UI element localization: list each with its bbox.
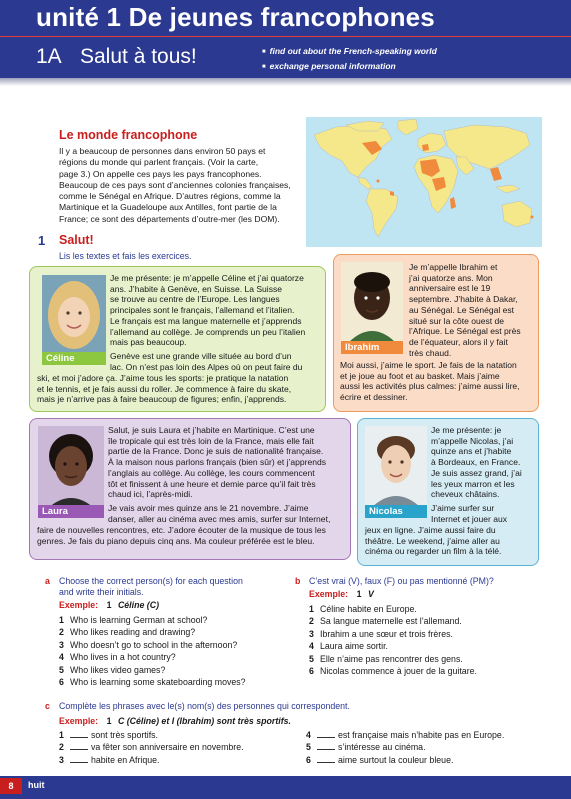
unit-header [0,0,571,78]
list-item: 2 Sa langue maternelle est l’allemand. [309,616,462,627]
intro-line: page 3.) On appelle ces pays les pays francophones. [59,168,262,179]
objective-item: ■ exchange personal information [262,59,437,74]
intro-heading: Le monde francophone [59,128,198,142]
laura-text-1: Salut, je suis Laura et j’habite en Martinique. C’est une île tropicale qui est très loin de la France, mais elle fait partie de la France. Donc je suis de nationalité française. À la maison nous parlons français (bien sûr) et j’apprends l’anglais au collège. Au collège, les cours commencent tôt et finissent à une heure et demie parce qu’il fait très chaud ici, l’après-midi. [108,425,327,500]
exercise-title: Salut! [59,233,94,247]
header-shadow [0,78,571,86]
photo-nicolas [365,426,427,506]
francophone-world-map [306,117,542,247]
intro-line: Beaucoup de ces pays sont d’anciennes colonies françaises, [59,179,291,190]
celine-text-2a: Genève est une grande ville située au bord d’un lac. On n’est pas loin des Alpes où on peut faire du [110,351,303,372]
intro-line: comme le Sénégal en Afrique. D’autres régions, comme la [59,191,281,202]
list-item: 1 Céline habite en Europe. [309,604,417,614]
exercise-c-example: Exemple: 1 C (Céline) et I (Ibrahim) sont très sportifs. [59,716,291,726]
unit-title: unité 1 De jeunes francophones [36,2,435,32]
celine-text-1: Je me présente: je m’appelle Céline et j’ai quatorze ans. J’habite à Genève, en Suisse. La Suisse se trouve au centre de l’Europe. Les langues principales sont le français, l’allemand et l’italien. Le français est ma langue maternelle et j’apprends l’allemand au collège. Je comprends un peu l’italien mais pas beaucoup. [110,273,306,348]
photo-celine [42,275,106,363]
list-item: 4 est française mais n’habite pas en Europe. [306,730,505,740]
exercise-b-instruction: b C’est vrai (V), faux (F) ou pas mentionné (PM)? Exemple: 1 V [309,576,549,600]
photo-laura [38,426,104,508]
exercise-c-right-items [306,729,504,766]
intro-line: France; ce sont des départements d’outre-mer (les DOM). [59,213,280,224]
answer-blank[interactable] [317,755,335,763]
world-map-image [306,117,542,247]
page-number: 8 [0,778,22,794]
list-item: 1 sont très sportifs. [59,730,158,740]
list-item: 4 Who lives in a hot country? [59,652,176,663]
list-item: 6 Nicolas commence à jouer de la guitare. [309,666,477,677]
exercise-c-instruction: c Complète les phrases avec le(s) nom(s) des personnes qui correspondent. [45,701,350,711]
exercise-number: 1 [38,233,46,248]
nicolas-text-1: Je me présente: je m’appelle Nicolas, j’ai quinze ans et j’habite à Bordeaux, en France. Je suis assez grand, j’ai les yeux marron et les cheveux châtains. [431,425,522,500]
list-item: 1 Who is learning German at school? [59,615,208,625]
photo-ibrahim [341,262,403,342]
lesson-number: 1A [36,45,62,68]
celine-text-2b: ski, et moi j’adore ça. J’aime tous les sports: je pratique la natation et le tennis, et je fais aussi du roller. Je commence à faire du skate, mais je n’arrive pas à faire beaucoup de figures; enfin, j’apprends. [37,373,292,405]
laura-text-2a: Je vais avoir mes quinze ans le 21 novembre. J’aime danser, aller au cinéma avec mes amis, surfer sur Internet, [108,503,331,524]
name-tag-laura: Laura [38,505,104,518]
list-item: 3 Ibrahim a une sœur et trois frères. [309,628,453,639]
list-item: 5 s’intéresse au cinéma. [306,742,426,753]
list-item: 3 habite en Afrique. [59,754,160,765]
answer-blank[interactable] [70,755,88,763]
list-item: 3 Who doesn’t go to school in the afternoon? [59,639,238,650]
exercise-c-left-items [59,729,244,766]
nicolas-text-2b: jeux en ligne. J’aime aussi faire du théâtre. Le weekend, j’aime aller au cinéma ou regarder un film à la télé. [365,525,502,557]
answer-blank[interactable] [70,742,88,750]
header-divider [0,36,571,37]
intro-line: Martinique et la Guadeloupe aux Antilles, font partie de la [59,202,277,213]
answer-blank[interactable] [70,730,88,738]
name-tag-celine: Céline [42,352,106,365]
ibrahim-text-2: Moi aussi, j’aime le sport. Je fais de la natation et je joue au foot et au basket. Mais j’aime aussi les activités plus calmes: j’aime aussi lire, écrire et dessiner. [340,360,520,403]
nicolas-text-2a: J’aime surfer sur Internet et jouer aux [431,503,508,524]
list-item: 2 va fêter son anniversaire en novembre. [59,742,244,753]
exercise-b-questions [309,603,477,677]
list-item: 4 Laura aime sortir. [309,641,388,652]
intro-text [59,146,299,225]
exercise-letter: a [45,576,50,586]
exercise-letter: b [295,576,301,586]
laura-text-2b: faire de nouvelles rencontres, etc. J’adore écouter de la musique de tous les genres. Je fais du piano depuis cinq ans. Ma couleur préférée est le bleu. [37,525,326,546]
exercise-a-questions [59,614,246,688]
answer-blank[interactable] [317,730,335,738]
footer-bar [0,776,571,799]
exercise-b-example: Exemple: 1 V [309,589,374,599]
name-tag-nicolas: Nicolas [365,505,427,518]
ibrahim-text-1: Je m’appelle Ibrahim et j’ai quatorze ans. Mon anniversaire est le 19 septembre. J’habite à Dakar, au Sénégal. Le Sénégal est situé sur la côte ouest de l’Afrique. Le Sénégal est près de l’équateur, alors il y fait très chaud. [409,262,521,358]
list-item: 5 Elle n’aime pas rencontrer des gens. [309,653,463,664]
list-item: 6 aime surtout la couleur bleue. [306,754,454,765]
lesson-title: Salut à tous! [80,45,197,68]
answer-blank[interactable] [317,742,335,750]
exercise-letter: c [45,701,50,711]
exercise-instruction: Lis les textes et fais les exercices. [59,251,192,261]
list-item: 2 Who likes reading and drawing? [59,627,196,638]
lesson-objectives [262,44,437,74]
exercise-a-example: Exemple: 1 Céline (C) [59,600,159,610]
intro-line: régions du monde qui parlent français. (Voir la carte, [59,157,259,168]
objective-item: ■ find out about the French-speaking world [262,44,437,59]
exercise-a-instruction: a Choose the correct person(s) for each question and write their initials. Exemple: 1 Céline (C) [59,576,289,611]
list-item: 6 Who is learning some skateboarding moves? [59,677,246,688]
name-tag-ibrahim: Ibrahim [341,341,403,354]
page-number-word: huit [28,780,45,790]
list-item: 5 Who likes video games? [59,664,166,675]
intro-line: Il y a beaucoup de personnes dans environ 50 pays et [59,146,266,156]
